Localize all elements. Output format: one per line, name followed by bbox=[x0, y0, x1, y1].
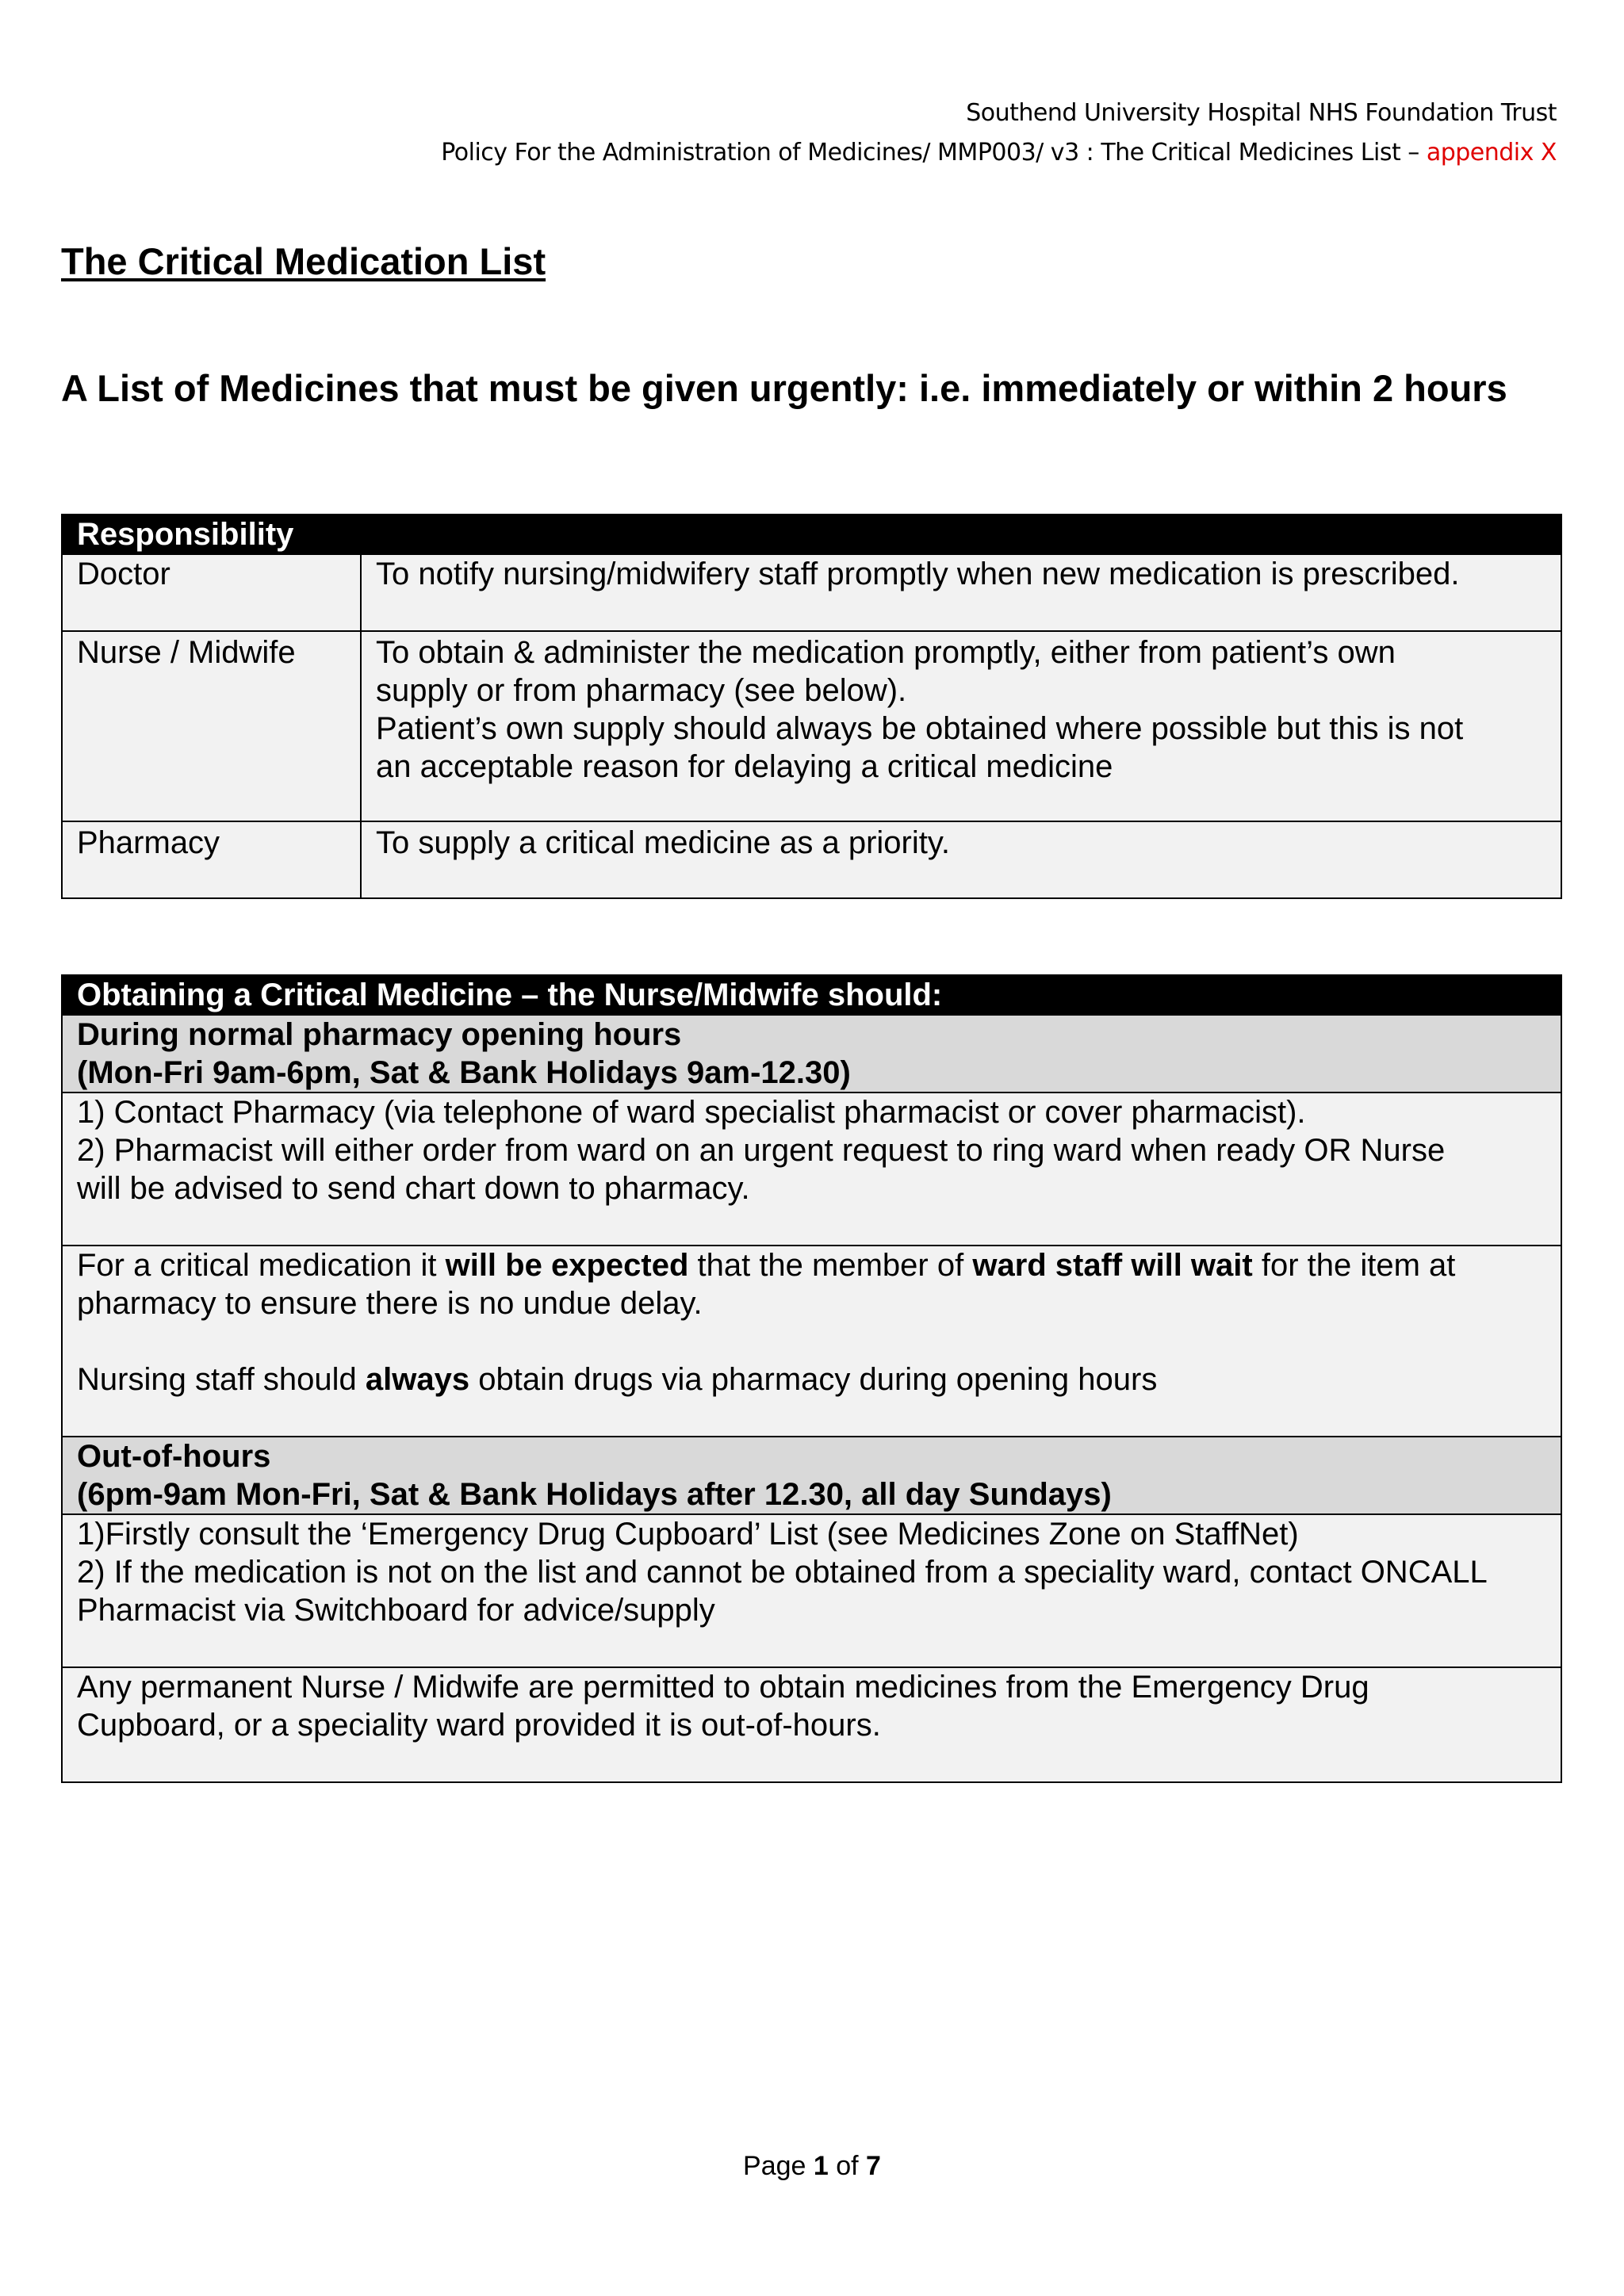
responsibility-heading-row bbox=[62, 515, 1561, 554]
table-row bbox=[62, 554, 1561, 631]
table-row bbox=[62, 821, 1561, 898]
note-emphasis: always bbox=[365, 1362, 470, 1397]
page-footer bbox=[0, 2151, 1624, 2182]
normal-hours-notes bbox=[62, 1246, 1561, 1437]
duty-line: an acceptable reason for delaying a critical medicine bbox=[376, 749, 1113, 784]
normal-hours-times: (Mon-Fri 9am-6pm, Sat & Bank Holidays 9am-12.30) bbox=[77, 1055, 851, 1090]
role-cell: Pharmacy bbox=[62, 821, 361, 898]
responsibility-heading: Responsibility bbox=[62, 515, 1561, 554]
page-title: The Critical Medication List bbox=[61, 240, 546, 282]
normal-hours-heading-row bbox=[62, 1015, 1561, 1093]
header-policy-line bbox=[441, 133, 1557, 173]
note-emphasis: ward staff will wait bbox=[972, 1248, 1253, 1283]
table-row bbox=[62, 631, 1561, 821]
out-of-hours-heading bbox=[62, 1437, 1561, 1514]
obtaining-heading-row bbox=[62, 975, 1561, 1015]
duty-cell bbox=[361, 631, 1561, 821]
note-text: obtain drugs via pharmacy during opening hours bbox=[469, 1362, 1158, 1397]
page-total: 7 bbox=[866, 2151, 881, 2181]
duty-line: supply or from pharmacy (see below). bbox=[376, 673, 907, 708]
duty-line: Patient’s own supply should always be obtained where possible but this is not bbox=[376, 711, 1464, 746]
table-row bbox=[62, 1093, 1561, 1246]
note-text: For a critical medication it bbox=[77, 1248, 446, 1283]
note-line: pharmacy to ensure there is no undue delay. bbox=[77, 1286, 703, 1321]
page-header bbox=[441, 94, 1557, 173]
step-line: 2) If the medication is not on the list and cannot be obtained from a speciality ward, contact ONCALL bbox=[77, 1555, 1488, 1590]
out-of-hours-steps bbox=[62, 1514, 1561, 1667]
obtaining-heading: Obtaining a Critical Medicine – the Nurse/Midwife should: bbox=[62, 975, 1561, 1015]
note-emphasis: will be expected bbox=[445, 1248, 689, 1283]
out-of-hours-times: (6pm-9am Mon-Fri, Sat & Bank Holidays after 12.30, all day Sundays) bbox=[77, 1477, 1112, 1512]
note-text: that the member of bbox=[688, 1248, 973, 1283]
normal-hours-heading bbox=[62, 1015, 1561, 1093]
out-of-hours-title: Out-of-hours bbox=[77, 1439, 271, 1474]
role-cell: Nurse / Midwife bbox=[62, 631, 361, 821]
step-line: will be advised to send chart down to pharmacy. bbox=[77, 1171, 750, 1206]
role-cell: Doctor bbox=[62, 554, 361, 631]
duty-line: To obtain & administer the medication promptly, either from patient’s own bbox=[376, 635, 1396, 670]
step-line: Pharmacist via Switchboard for advice/supply bbox=[77, 1593, 715, 1628]
table-row bbox=[62, 1514, 1561, 1667]
step-line: 2) Pharmacist will either order from ward on an urgent request to ring ward when ready OR Nurse bbox=[77, 1133, 1446, 1168]
normal-hours-title: During normal pharmacy opening hours bbox=[77, 1017, 682, 1052]
paragraph-gap bbox=[77, 1322, 1546, 1360]
duty-cell bbox=[361, 554, 1561, 631]
note-text: for the item at bbox=[1252, 1248, 1456, 1283]
normal-hours-steps bbox=[62, 1093, 1561, 1246]
out-of-hours-note bbox=[62, 1667, 1561, 1782]
duty-cell bbox=[361, 821, 1561, 898]
responsibility-table bbox=[61, 514, 1562, 899]
page-current: 1 bbox=[813, 2151, 829, 2181]
header-organisation: Southend University Hospital NHS Foundation Trust bbox=[966, 99, 1557, 127]
obtaining-table bbox=[61, 974, 1562, 1783]
step-line: 1) Contact Pharmacy (via telephone of ward specialist pharmacist or cover pharmacist). bbox=[77, 1095, 1306, 1130]
note-line: Cupboard, or a speciality ward provided it is out-of-hours. bbox=[77, 1708, 881, 1743]
table-row bbox=[62, 1246, 1561, 1437]
note-line: Any permanent Nurse / Midwife are permitted to obtain medicines from the Emergency Drug bbox=[77, 1670, 1369, 1705]
header-policy-text: Policy For the Administration of Medicines/ MMP003/ v3 : The Critical Medicines List – bbox=[441, 139, 1427, 166]
of-label: of bbox=[828, 2151, 867, 2181]
duty-line: To supply a critical medicine as a priority. bbox=[376, 825, 950, 860]
table-row bbox=[62, 1667, 1561, 1782]
out-of-hours-heading-row bbox=[62, 1437, 1561, 1514]
duty-line: To notify nursing/midwifery staff promptly when new medication is prescribed. bbox=[376, 557, 1460, 591]
step-line: 1)Firstly consult the ‘Emergency Drug Cupboard’ List (see Medicines Zone on StaffNet) bbox=[77, 1517, 1299, 1552]
note-line bbox=[77, 1246, 1546, 1284]
page-label: Page bbox=[743, 2151, 814, 2181]
page-subtitle: A List of Medicines that must be given urgently: i.e. immediately or within 2 hours bbox=[61, 367, 1507, 409]
note-line bbox=[77, 1360, 1546, 1399]
note-text: Nursing staff should bbox=[77, 1362, 366, 1397]
header-appendix: appendix X bbox=[1426, 139, 1557, 166]
